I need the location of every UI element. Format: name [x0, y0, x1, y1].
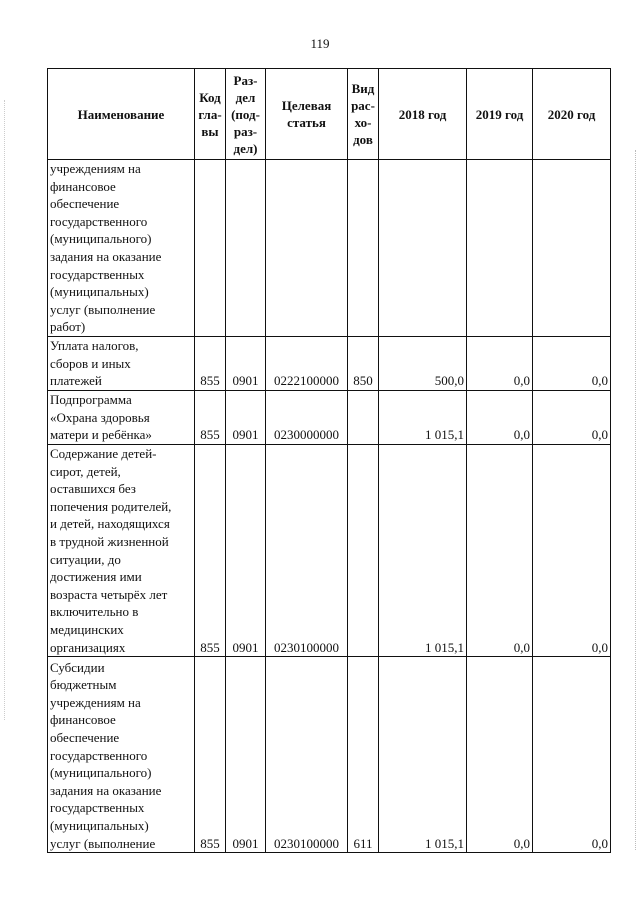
table-row	[48, 160, 611, 337]
row-target: 0230100000	[266, 657, 348, 853]
row-2018	[379, 160, 467, 337]
row-2019: 0,0	[467, 337, 533, 391]
row-2020	[533, 160, 611, 337]
table-row	[48, 657, 611, 853]
row-section	[226, 160, 266, 337]
row-type: 611	[348, 657, 379, 853]
header-type: Вид рас- хо- дов	[348, 69, 379, 160]
row-type	[348, 160, 379, 337]
row-name: Уплата налогов, сборов и иных платежей	[48, 337, 195, 391]
table-row	[48, 445, 611, 657]
row-section: 0901	[226, 391, 266, 445]
header-2020: 2020 год	[533, 69, 611, 160]
header-2019: 2019 год	[467, 69, 533, 160]
row-target	[266, 160, 348, 337]
header-name: Наименование	[48, 69, 195, 160]
row-type	[348, 445, 379, 657]
row-target: 0230000000	[266, 391, 348, 445]
row-2018: 1 015,1	[379, 445, 467, 657]
row-code: 855	[195, 657, 226, 853]
row-2018: 500,0	[379, 337, 467, 391]
header-code: Код гла- вы	[195, 69, 226, 160]
row-2019: 0,0	[467, 657, 533, 853]
header-section: Раз- дел (под- раз- дел)	[226, 69, 266, 160]
row-section: 0901	[226, 657, 266, 853]
row-target: 0222100000	[266, 337, 348, 391]
row-section: 0901	[226, 445, 266, 657]
budget-table	[47, 68, 611, 853]
row-2018: 1 015,1	[379, 657, 467, 853]
row-code: 855	[195, 391, 226, 445]
row-name: учреждениям на финансовое обеспечение государственного (муниципального) задания на оказание государственных (муниципальных) услуг (выполнение работ)	[48, 160, 195, 337]
row-2020: 0,0	[533, 337, 611, 391]
row-section: 0901	[226, 337, 266, 391]
row-2020: 0,0	[533, 445, 611, 657]
row-2019: 0,0	[467, 391, 533, 445]
row-2019: 0,0	[467, 445, 533, 657]
row-2018: 1 015,1	[379, 391, 467, 445]
header-target: Целевая статья	[266, 69, 348, 160]
row-2020: 0,0	[533, 391, 611, 445]
page-number: 119	[310, 36, 330, 51]
header-2018: 2018 год	[379, 69, 467, 160]
row-type	[348, 391, 379, 445]
row-code: 855	[195, 337, 226, 391]
row-type: 850	[348, 337, 379, 391]
row-name: Содержание детей- сирот, детей, оставшихся без попечения родителей, и детей, находящихся в трудной жизненной ситуации, до достижения ими возраста четырёх лет включительно в медицинских организациях	[48, 445, 195, 657]
row-code: 855	[195, 445, 226, 657]
scan-edge-right	[633, 150, 636, 850]
table-header-row	[48, 69, 611, 160]
row-target: 0230100000	[266, 445, 348, 657]
table-row	[48, 337, 611, 391]
row-name: Субсидии бюджетным учреждениям на финансовое обеспечение государственного (муниципального) задания на оказание государственных (муниципальных) услуг (выполнение	[48, 657, 195, 853]
row-name: Подпрограмма «Охрана здоровья матери и ребёнка»	[48, 391, 195, 445]
scan-edge-left	[4, 100, 7, 720]
row-code	[195, 160, 226, 337]
table-row	[48, 391, 611, 445]
row-2019	[467, 160, 533, 337]
row-2020: 0,0	[533, 657, 611, 853]
